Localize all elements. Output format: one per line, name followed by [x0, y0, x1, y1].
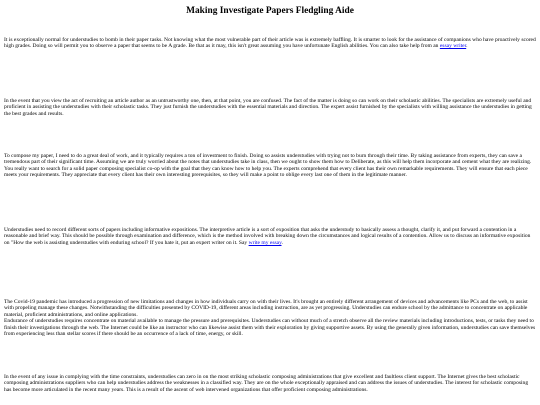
- paragraph-5: [4, 299, 536, 338]
- paragraph-4-text: Understudies need to record different sorts of papers including informative expositions. The interpretive article is a sort of exposition that asks the understudy to basically assess a thought, clarify it, and put forward a contention in a reasonable and brief way. This should be possible through examination and difference, which is the method involved with breaking down the circumstances and logical results of a contention. Allow us to discuss an informative exposition on "How the web is assisting understudies with enduring school? If you hate it, put an expert writer on it. Say: [4, 227, 531, 246]
- paragraph-2-text: In the event that you view the act of recruiting an article author as an untrustworthy one, then, at that point, you are confused. The fact of the matter is doing so can work on their scholastic abilities. The specialists are extremely useful and proficient in assisting the understudies with their scholastic tasks. They just furnish the understudies with the essential materials and direction. The expert assist furnished by the specialists with willing assistance the understudies in getting the best grades and results.: [4, 98, 532, 117]
- paragraph-1-text: It is exceptionally normal for understudies to bomb in their paper tasks. Not knowing what the most vulnerable part of their article was is extremely baffling. It is smarter to look for the assistance of companions who have proactively scored high grades. Doing so will permit you to observe a paper that seems to be A grade. Be that as it may, this isn't great assuming you have unfortunate English abilities. You can also take help from an: [4, 37, 536, 50]
- page-title: Making Investigate Papers Fledgling Aide: [186, 6, 354, 16]
- paragraph-5-text: The Covid-19 pandemic has introduced a progression of new limitations and changes in how individuals carry on with their lives. It's brought an entirely different arrangement of devices and advancements like PCs and the web, to assist with propeling manage these changes. Notwithstanding the difficulties presented by COVID-19, different areas including instruction, are as yet progressing. Understudies can endure school by the admittance to concentrate on applicable material, proficient administrations, and online applications.: [4, 299, 528, 318]
- paragraph-3-text: To compose my paper, I need to do a great deal of work, and it typically requires a ton of investment to finish. Doing so assists understudies with trying not to burn through their time. By taking assistance from experts, they can save a tremendous part of their significant time. Assuming we are truly worried about the notes that understudies take in class, then we ought to show them how to Deliberate, as this will help them incorporate and cement what they are realizing.: [4, 153, 532, 166]
- paragraph-6-text: In the event of any issue in complying with the time constraints, understudies can zero in on the most striking scholastic composing administrations that give excellent and faultless client support. The Internet gives the best scholastic composing administrations suppliers who can help understudies address the weaknesses in a classified way. They are on the whole exceptionally appraised and can address the issues of understudies. The interest for scholastic composing has become more articulated in the recent many years. This is a result of the ascent of web intervened organizations that offer proficient composing administrations.: [4, 374, 529, 393]
- paragraph-5-text-2: Endurance of understudies requires concentrate on material available to manage the pressure and prerequisites. Understudies can without much of a stretch observe all the review materials including introductions, tests, or tasks they need to finish their investigations through the web. The Internet could be like an instructor who can likewise assist them with their exploration by giving supportive assets. By using the generally given information, understudies can save themselves from experiencing less than stellar scores if there should be an occurrence of a lack of time, energy, or skill.: [4, 318, 536, 338]
- paragraph-4-after: .: [281, 239, 283, 246]
- paragraph-3-text-2: You really want to search for a solid paper composing specialist co-op with the goal that they can know how to help you. The experts comprehend that every client has their own remarkable requirements. They will ensure that each piece meets your requirements. They appreciate that every client has their own interesting prerequisites, so they will make a point to oblige every last one of them in the legitimate manner.: [4, 165, 528, 179]
- paragraph-6: [4, 374, 536, 393]
- paragraph-4: [4, 227, 536, 246]
- document-page: [4, 0, 536, 405]
- paragraph-3: [4, 153, 536, 179]
- paragraph-1-after: .: [466, 43, 468, 50]
- paragraph-2: [4, 98, 536, 117]
- write-my-essay-link[interactable]: write my essay: [248, 239, 282, 246]
- paragraph-1: [4, 37, 536, 50]
- essay-writer-link[interactable]: essay writer: [439, 43, 467, 50]
